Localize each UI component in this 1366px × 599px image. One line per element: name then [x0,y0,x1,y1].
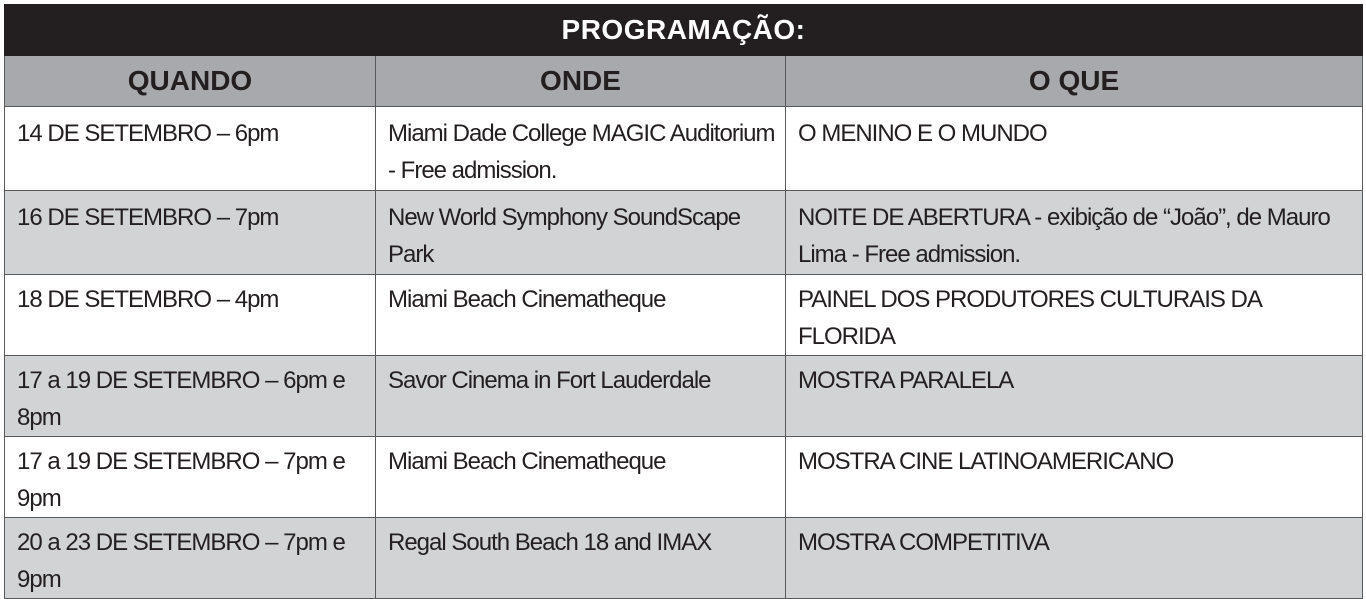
cell-when: 18 DE SETEMBRO – 4pm [5,275,376,356]
cell-what: PAINEL DOS PRODUTORES CULTURAIS DA FLORIDA [786,275,1363,356]
cell-what: MOSTRA PARALELA [786,356,1363,437]
cell-what: MOSTRA COMPETITIVA [786,518,1363,599]
column-header-what: O QUE [786,56,1363,107]
table-row [5,107,1363,191]
header-row [5,56,1363,107]
cell-when: 17 a 19 DE SETEMBRO – 6pm e 8pm [5,356,376,437]
table-row [5,437,1363,518]
cell-where: Regal South Beach 18 and IMAX [376,518,786,599]
cell-where: Miami Beach Cinematheque [376,275,786,356]
cell-where: New World Symphony SoundScape Park [376,191,786,275]
column-header-when: QUANDO [5,56,376,107]
table-row [5,275,1363,356]
cell-where: Savor Cinema in Fort Lauderdale [376,356,786,437]
cell-when: 16 DE SETEMBRO – 7pm [5,191,376,275]
cell-what: O MENINO E O MUNDO [786,107,1363,191]
cell-when: 14 DE SETEMBRO – 6pm [5,107,376,191]
cell-where: Miami Dade College MAGIC Auditorium - Free admission. [376,107,786,191]
cell-what: NOITE DE ABERTURA - exibição de “João”, de Mauro Lima - Free admission. [786,191,1363,275]
cell-what: MOSTRA CINE LATINOAMERICANO [786,437,1363,518]
cell-where: Miami Beach Cinematheque [376,437,786,518]
cell-when: 20 a 23 DE SETEMBRO – 7pm e 9pm [5,518,376,599]
table-row [5,518,1363,599]
table-title: PROGRAMAÇÃO: [5,5,1363,56]
title-row [5,5,1363,56]
cell-when: 17 a 19 DE SETEMBRO – 7pm e 9pm [5,437,376,518]
table-row [5,191,1363,275]
table-row [5,356,1363,437]
schedule-table [4,4,1363,599]
schedule-table-container [4,4,1362,599]
column-header-where: ONDE [376,56,786,107]
